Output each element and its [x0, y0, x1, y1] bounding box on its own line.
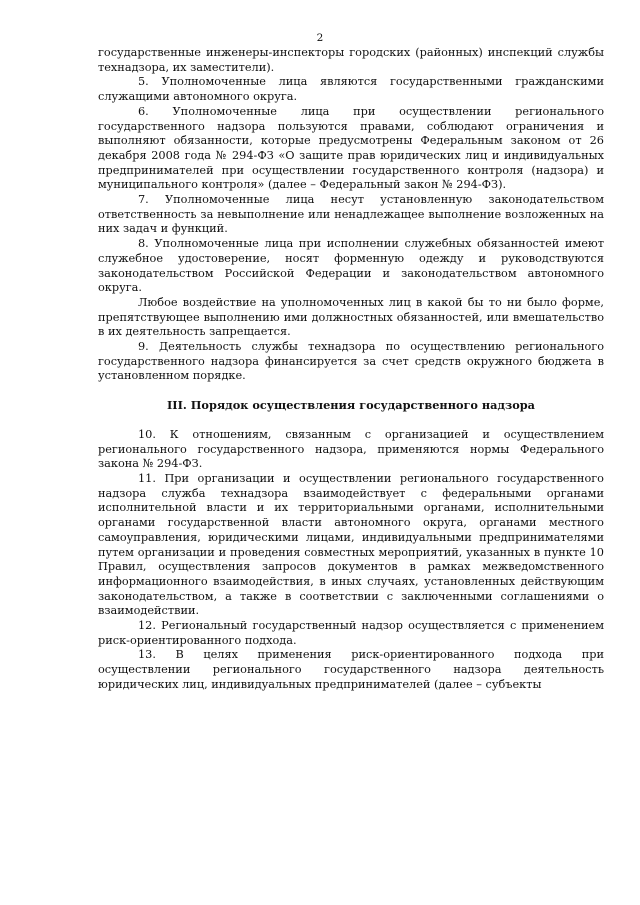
paragraph-6: 6. Уполномоченные лица при осуществлении регионального государственного надзора пользуются правами, соблюдают ограничения и выполняют обязанности, которые предусмотрены Федеральным законом от 26 декабря 2008 года № 294-ФЗ «О защите прав юридических лиц и индивидуальных предпринимателей при осуществлении государственного контроля (надзора) и муниципального контроля» (далее – Федеральный закон № 294-ФЗ). [98, 104, 604, 192]
paragraph-12: 12. Региональный государственный надзор осуществляется с применением риск-ориентированного подхода. [98, 619, 604, 647]
document-body [98, 46, 604, 693]
paragraph-13: 13. В целях применения риск-ориентированного подхода при осуществлении регионального государственного надзора деятельность юридических лиц, индивидуальных предпринимателей (далее – субъекты [98, 648, 604, 691]
paragraph-5: 5. Уполномоченные лица являются государственными гражданскими служащими автономного округа. [98, 75, 604, 104]
paragraph-continuation: государственные инженеры-инспекторы городских (районных) инспекций службы технадзора, их заместители). [98, 46, 604, 74]
paragraph-8: 8. Уполномоченные лица при исполнении служебных обязанностей имеют служебное удостоверение, носят форменную одежду и руководствуются законодательством Российской Федерации и законодательством автономного округа. [98, 237, 604, 295]
paragraph-8-continued: Любое воздействие на уполномоченных лиц в какой бы то ни было форме, препятствующее выполнению ими должностных обязанностей, или вмешательство в их деятельность запрещается. [98, 295, 604, 339]
paragraph-9: 9. Деятельность службы технадзора по осуществлению регионального государственного надзора финансируется за счет средств окружного бюджета в установленном порядке. [98, 340, 604, 383]
paragraph-11: 11. При организации и осуществлении регионального государственного надзора служба технадзора взаимодействует с федеральными органами исполнительной власти и их территориальными органами, исполнительными органами государственной власти автономного округа, органами местного самоуправления, юридическими лицами, индивидуальными предпринимателями путем организации и проведения совместных мероприятий, указанных в пункте 10 Правил, осуществления запросов документов в рамках межведомственного информационного взаимодействия, в иных случаях, установленных действующим законодательством, а также в соответствии с заключенными соглашениями о взаимодействии. [98, 471, 604, 618]
section-heading: III. Порядок осуществления государственного надзора [167, 398, 535, 413]
page-number: 2 [316, 32, 324, 44]
paragraph-10: 10. К отношениям, связанным с организацией и осуществлением регионального государственного надзора, применяются нормы Федерального закона № 294-ФЗ. [98, 427, 604, 471]
paragraph-7: 7. Уполномоченные лица несут установленную законодательством ответственность за невыполнение или ненадлежащее выполнение возложенных на них задач и функций. [98, 193, 604, 236]
